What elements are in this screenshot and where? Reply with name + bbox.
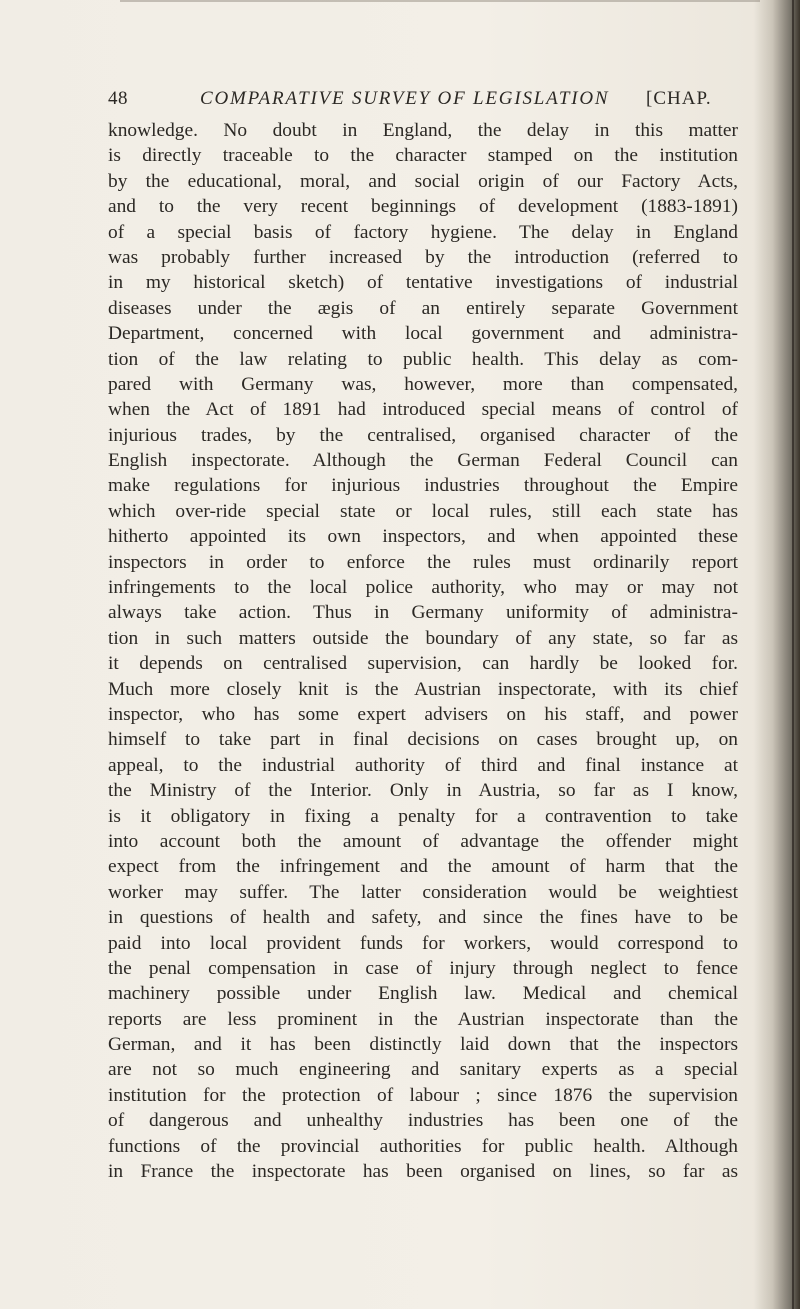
text-line: diseases under the ægis of an entirely separate Government (108, 297, 738, 319)
text-line: injurious trades, by the centralised, organised character of the (108, 424, 738, 446)
chapter-mark: [CHAP. (646, 88, 712, 109)
text-line: Much more closely knit is the Austrian inspectorate, with its chief (108, 678, 738, 700)
text-line: are not so much engineering and sanitary experts as a special (108, 1059, 738, 1081)
text-line: paid into local provident funds for workers, would correspond to (108, 932, 738, 954)
text-line: worker may suffer. The latter consideration would be weightiest (108, 881, 738, 903)
text-line: infringements to the local police authority, who may or may not (108, 577, 738, 599)
text-line: of a special basis of factory hygiene. The delay in England (108, 221, 738, 243)
text-line: hitherto appointed its own inspectors, and when appointed these (108, 526, 738, 548)
text-line: inspector, who has some expert advisers on his staff, and power (108, 703, 738, 725)
top-edge-rule (120, 0, 760, 2)
text-line: reports are less prominent in the Austrian inspectorate than the (108, 1008, 738, 1030)
text-line: pared with Germany was, however, more than compensated, (108, 373, 738, 395)
text-line: the penal compensation in case of injury through neglect to fence (108, 957, 738, 979)
running-title: COMPARATIVE SURVEY OF LEGISLATION (200, 88, 610, 109)
text-line: in my historical sketch) of tentative investigations of industrial (108, 272, 738, 294)
running-head (108, 88, 748, 118)
text-line: of dangerous and unhealthy industries has been one of the (108, 1110, 738, 1132)
text-line: expect from the infringement and the amount of harm that the (108, 856, 738, 878)
text-line: and to the very recent beginnings of development (1883-1891) (108, 196, 738, 218)
text-line: German, and it has been distinctly laid down that the inspectors (108, 1034, 738, 1056)
text-line: institution for the protection of labour ; since 1876 the supervision (108, 1084, 738, 1106)
text-line: the Ministry of the Interior. Only in Austria, so far as I know, (108, 780, 738, 802)
text-line: machinery possible under English law. Medical and chemical (108, 983, 738, 1005)
text-line: in questions of health and safety, and since the fines have to be (108, 907, 738, 929)
text-line: always take action. Thus in Germany uniformity of administra- (108, 602, 738, 624)
spine-edge (792, 0, 794, 1309)
text-line: himself to take part in final decisions on cases brought up, on (108, 729, 738, 751)
text-line: is directly traceable to the character stamped on the institution (108, 145, 738, 167)
text-line: functions of the provincial authorities for public health. Although (108, 1135, 738, 1157)
page-number: 48 (108, 88, 128, 109)
text-line: which over-ride special state or local rules, still each state has (108, 500, 738, 522)
text-line: English inspectorate. Although the German Federal Council can (108, 450, 738, 472)
text-line: inspectors in order to enforce the rules must ordinarily report (108, 551, 738, 573)
body-text (108, 118, 738, 1184)
text-line: is it obligatory in fixing a penalty for a contravention to take (108, 805, 738, 827)
text-line: appeal, to the industrial authority of third and final instance at (108, 754, 738, 776)
text-line: in France the inspectorate has been organised on lines, so far as (108, 1161, 738, 1183)
text-line: tion of the law relating to public health. This delay as com- (108, 348, 738, 370)
text-line: was probably further increased by the introduction (referred to (108, 246, 738, 268)
text-line: it depends on centralised supervision, can hardly be looked for. (108, 653, 738, 675)
text-line: make regulations for injurious industries throughout the Empire (108, 475, 738, 497)
text-line: by the educational, moral, and social origin of our Factory Acts, (108, 170, 738, 192)
text-line: into account both the amount of advantage the offender might (108, 830, 738, 852)
text-line: Department, concerned with local government and administra- (108, 323, 738, 345)
text-line: tion in such matters outside the boundary of any state, so far as (108, 627, 738, 649)
text-line: knowledge. No doubt in England, the delay in this matter (108, 120, 738, 141)
text-line: when the Act of 1891 had introduced special means of control of (108, 399, 738, 421)
